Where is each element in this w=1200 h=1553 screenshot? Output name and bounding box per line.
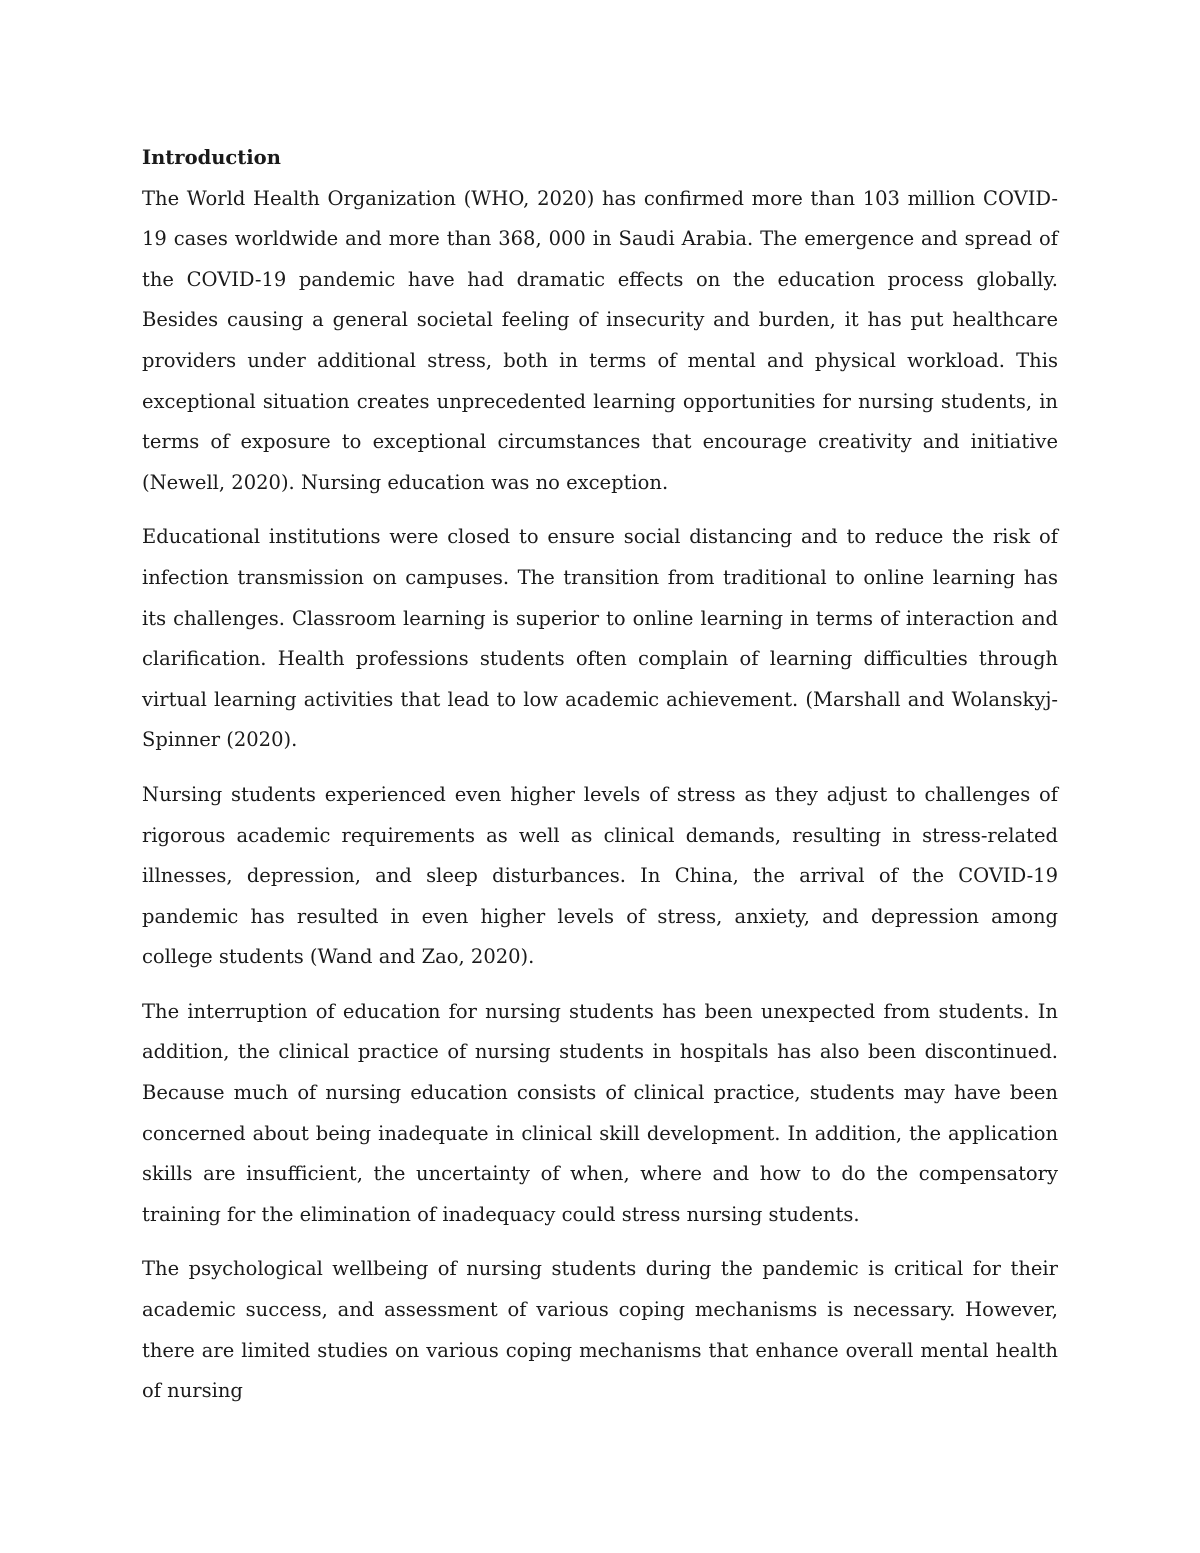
document-body xyxy=(142,138,1058,1426)
section-heading: Introduction xyxy=(142,146,281,169)
paragraph-5: The psychological wellbeing of nursing students during the pandemic is critical for their academic success, and assessment of various coping mechanisms is necessary. However, there are limited studies on various coping mechanisms that enhance overall mental health of nursing xyxy=(142,1257,1058,1403)
paragraph-2: Educational institutions were closed to ensure social distancing and to reduce the risk of infection transmission on campuses. The transition from traditional to online learning has its challenges. Classroom learning is superior to online learning in terms of interaction and clarification. Health professions students often complain of learning difficulties through virtual learning activities that lead to low academic achievement. (Marshall and Wolanskyj-Spinner (2020). xyxy=(142,525,1058,752)
paragraph-4: The interruption of education for nursing students has been unexpected from students. In addition, the clinical practice of nursing students in hospitals has also been discontinued. Because much of nursing education consists of clinical practice, students may have been concerned about being inadequate in clinical skill development. In addition, the application skills are insufficient, the uncertainty of when, where and how to do the compensatory training for the elimination of inadequacy could stress nursing students. xyxy=(142,999,1058,1226)
paragraph-3: Nursing students experienced even higher levels of stress as they adjust to challenges of rigorous academic requirements as well as clinical demands, resulting in stress-related illnesses, depression, and sleep disturbances. In China, the arrival of the COVID-19 pandemic has resulted in even higher levels of stress, anxiety, and depression among college students (Wand and Zao, 2020). xyxy=(142,782,1058,969)
paragraph-1: The World Health Organization (WHO, 2020) has confirmed more than 103 million COVID-19 cases worldwide and more than 368, 000 in Saudi Arabia. The emergence and spread of the COVID-19 pandemic have had dramatic effects on the education process globally. Besides causing a general societal feeling of insecurity and burden, it has put healthcare providers under additional stress, both in terms of mental and physical workload. This exceptional situation creates unprecedented learning opportunities for nursing students, in terms of exposure to exceptional circumstances that encourage creativity and initiative (Newell, 2020). Nursing education was no exception. xyxy=(142,186,1058,494)
